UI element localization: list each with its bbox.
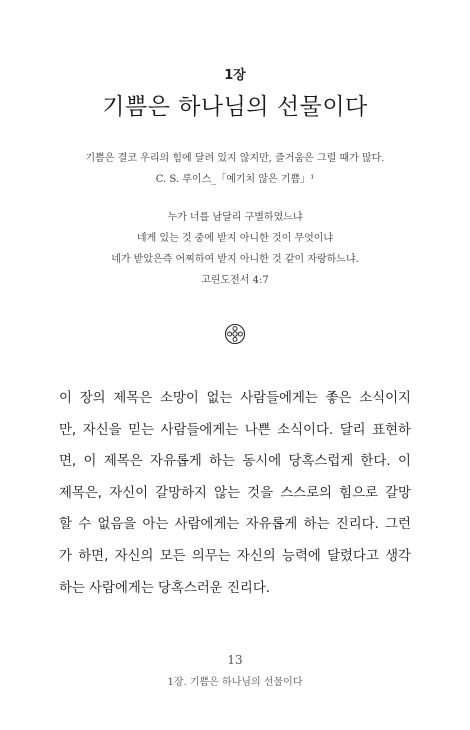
- body-line: 면, 이 제목은 자유롭게 하는 동시에 당혹스럽게 한다. 이: [59, 454, 411, 470]
- epigraph-quote-attribution: C. S. 루이스_「예기치 않은 기쁨」¹: [155, 174, 315, 185]
- flower-ornament-icon: [224, 323, 246, 345]
- scripture-line: 네게 있는 것 중에 받지 아니한 것이 무엇이냐: [136, 233, 334, 244]
- body-line: 만, 자신을 믿는 사람들에게는 나쁜 소식이다. 달리 표현하: [59, 422, 411, 438]
- scripture-line: 누가 너를 남달리 구별하였느냐: [167, 212, 303, 223]
- chapter-title: 기쁨은 하나님의 선물이다: [102, 94, 368, 120]
- scripture-reference: 고린도전서 4:7: [201, 275, 269, 286]
- epigraph-scripture: [0, 207, 470, 291]
- page-number: 13: [227, 653, 243, 667]
- body-line: 가 하면, 자신의 모든 의무는 자신의 능력에 달렸다고 생각: [59, 548, 411, 564]
- body-paragraph: [59, 383, 411, 604]
- body-line: 하는 사람에게는 당혹스러운 진리다.: [59, 580, 271, 596]
- epigraph-quote-text: 기쁨은 결코 우리의 힘에 달려 있지 않지만, 즐거움은 그럴 때가 많다.: [85, 153, 385, 164]
- scripture-line: 네가 받았은즉 어찌하여 받지 아니한 것 같이 자랑하느냐.: [111, 254, 359, 265]
- chapter-label: 1장: [224, 68, 246, 83]
- body-line: 할 수 없음을 아는 사람에게는 자유롭게 하는 진리다. 그런: [59, 517, 411, 533]
- epigraph-quote: [0, 148, 470, 190]
- running-footer: 1장. 기쁨은 하나님의 선물이다: [167, 677, 303, 688]
- body-line: 이 장의 제목은 소망이 없는 사람들에게는 좋은 소식이지: [59, 391, 411, 406]
- body-line: 제목은, 자신이 갈망하지 않는 것을 스스로의 힘으로 갈망: [59, 485, 411, 501]
